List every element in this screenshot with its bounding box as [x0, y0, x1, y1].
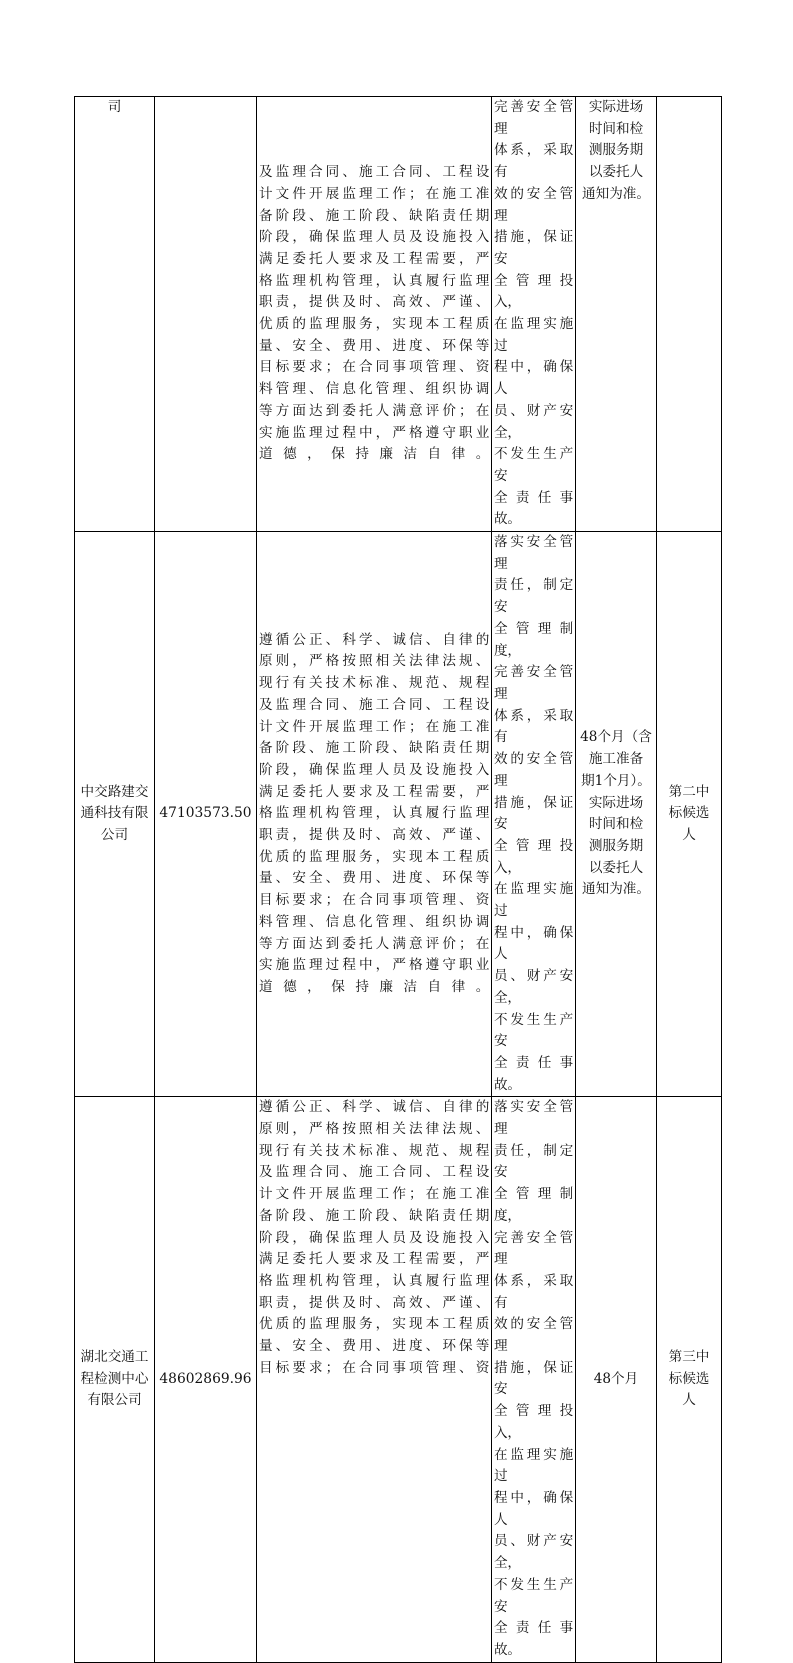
safety-target: [492, 1097, 576, 1662]
safety-target-line: 全管理投入，: [494, 1403, 573, 1441]
company-name: 司: [107, 99, 122, 115]
safety-target-line: 在监理实施过: [494, 1446, 573, 1485]
supervision-scope-line: 优质的监理服务，实现本工程质: [259, 848, 489, 865]
supervision-scope: [257, 532, 492, 1097]
safety-target-line: 效的安全管理: [494, 185, 573, 224]
company-name-cell: [75, 1097, 155, 1662]
candidate-rank: [657, 97, 722, 532]
supervision-scope-line: 及监理合同、施工合同、工程设: [259, 164, 489, 181]
supervision-scope-line: 备阶段、施工阶段、缺陷责任期: [259, 1207, 489, 1224]
safety-target-line: 效的安全管理: [494, 1316, 573, 1355]
service-period-line: 通知为准。: [582, 881, 650, 898]
safety-target-line: 全管理制度，: [494, 1186, 573, 1224]
candidate-rank-line: 标候选: [668, 1370, 710, 1387]
bid-result-table: [74, 96, 722, 1663]
safety-target-line: 全责任事故。: [494, 489, 573, 528]
safety-target-line: 在监理实施过: [494, 881, 573, 920]
supervision-scope-line: 实施监理过程中，严格遵守职业: [259, 957, 489, 974]
safety-target: [492, 97, 576, 532]
supervision-scope-line: 目标要求；在合同事项管理、资: [259, 1359, 489, 1376]
supervision-scope-line: 等方面达到委托人满意评价；在: [259, 402, 489, 419]
safety-target-line: 完善安全管理: [494, 664, 573, 702]
supervision-scope: [257, 97, 492, 532]
candidate-rank-line: 人: [682, 1392, 696, 1409]
supervision-scope-line: 计文件开展监理工作；在施工准: [259, 1186, 489, 1203]
safety-target-line: 程中，确保人: [494, 924, 573, 963]
service-period-line: 实际进场: [588, 794, 644, 811]
supervision-scope-line: 量、安全、费用、进度、环保等: [259, 870, 489, 887]
supervision-scope-line: 原则，严格按照相关法律法规、: [259, 1121, 489, 1138]
candidate-rank: [657, 532, 722, 1097]
table-row: [75, 1097, 722, 1662]
supervision-scope-line: 职责，提供及时、高效、严谨、: [259, 827, 489, 844]
service-period: [576, 532, 657, 1097]
supervision-scope-line: 量、安全、费用、进度、环保等: [259, 1338, 489, 1355]
supervision-scope-line: 料管理、信息化管理、组织协调: [259, 381, 489, 398]
bid-price-cell: [155, 1097, 257, 1662]
safety-target-line: 完善安全管理: [494, 1229, 573, 1268]
candidate-rank: [657, 1097, 722, 1662]
supervision-scope-line: 优质的监理服务，实现本工程质: [259, 316, 489, 333]
service-period-line: 以委托人: [588, 164, 644, 181]
safety-target-line: 不发生生产安: [494, 1576, 573, 1615]
supervision-scope-line: 阶段，确保监理人员及设施投入: [259, 229, 489, 246]
safety-target-line: 全管理制度，: [494, 620, 573, 659]
safety-target-line: 程中，确保人: [494, 1490, 573, 1528]
table-row: [75, 532, 722, 1097]
service-period-line: 时间和检: [588, 816, 644, 833]
table-body: [75, 97, 722, 1663]
bid-price: 48602869.96: [159, 1370, 252, 1387]
company-name: 湖北交通工程检测中心有限公司: [80, 1348, 149, 1409]
table-row: [75, 97, 722, 532]
safety-target-line: 员、财产安全，: [494, 968, 573, 1006]
safety-target-line: 全责任事故。: [494, 1054, 573, 1093]
candidate-rank-line: 第二中: [668, 783, 710, 800]
supervision-scope-line: 量、安全、费用、进度、环保等: [259, 337, 489, 354]
bid-price-cell: [155, 97, 257, 532]
supervision-scope-line: 现行有关技术标准、规范、规程: [259, 675, 489, 692]
supervision-scope-line: 原则，严格按照相关法律法规、: [259, 653, 489, 670]
service-period-line: 48个月（含: [580, 729, 652, 746]
company-name: 中交路建交通科技有限公司: [80, 783, 149, 844]
supervision-scope-line: 满足委托人要求及工程需要，严: [259, 1251, 489, 1268]
safety-target-line: 责任，制定安: [494, 577, 573, 616]
supervision-scope-line: 道德，保持廉洁自律。: [259, 446, 489, 463]
safety-target-line: 落实安全管理: [494, 1099, 573, 1138]
supervision-scope-line: 满足委托人要求及工程需要，严: [259, 250, 489, 267]
supervision-scope-line: 职责，提供及时、高效、严谨、: [259, 294, 489, 311]
safety-target-line: 措施，保证安: [494, 229, 573, 267]
supervision-scope-line: 职责，提供及时、高效、严谨、: [259, 1294, 489, 1311]
safety-target-line: 措施，保证安: [494, 1359, 573, 1398]
supervision-scope-line: 遵循公正、科学、诚信、自律的: [259, 631, 489, 648]
supervision-scope-line: 实施监理过程中，严格遵守职业: [259, 424, 489, 441]
safety-target-line: 效的安全管理: [494, 751, 573, 789]
safety-target-line: 程中，确保人: [494, 359, 573, 398]
safety-target-line: 不发生生产安: [494, 446, 573, 484]
candidate-rank-line: 人: [682, 827, 696, 844]
supervision-scope-line: 及监理合同、施工合同、工程设: [259, 696, 489, 713]
safety-target-line: 落实安全管理: [494, 534, 573, 572]
supervision-scope-line: 现行有关技术标准、规范、规程: [259, 1142, 489, 1159]
safety-target-line: 责任，制定安: [494, 1142, 573, 1181]
supervision-scope-line: 满足委托人要求及工程需要，严: [259, 783, 489, 800]
safety-target-line: 在监理实施过: [494, 316, 573, 354]
safety-target-line: 体系，采取有: [494, 142, 573, 181]
safety-target: [492, 532, 576, 1097]
safety-target-line: 不发生生产安: [494, 1011, 573, 1050]
supervision-scope-line: 阶段，确保监理人员及设施投入: [259, 761, 489, 778]
supervision-scope-line: 格监理机构管理，认真履行监理: [259, 805, 489, 822]
service-period: [576, 1097, 657, 1662]
supervision-scope-line: 计文件开展监理工作；在施工准: [259, 185, 489, 202]
supervision-scope-line: 阶段，确保监理人员及设施投入: [259, 1229, 489, 1246]
supervision-scope-line: 及监理合同、施工合同、工程设: [259, 1164, 489, 1181]
service-period-line: 测服务期: [588, 142, 644, 159]
safety-target-line: 措施，保证安: [494, 794, 573, 833]
service-period-line: 测服务期: [588, 837, 644, 854]
company-name-cell: [75, 532, 155, 1097]
service-period-line: 以委托人: [588, 859, 644, 876]
safety-target-line: 全管理投入，: [494, 272, 573, 311]
supervision-scope-line: 备阶段、施工阶段、缺陷责任期: [259, 740, 489, 757]
supervision-scope-line: 等方面达到委托人满意评价；在: [259, 935, 489, 952]
supervision-scope: [257, 1097, 492, 1662]
supervision-scope-line: 道德，保持廉洁自律。: [259, 978, 489, 995]
supervision-scope-line: 格监理机构管理，认真履行监理: [259, 272, 489, 289]
safety-target-line: 体系，采取有: [494, 1272, 573, 1311]
company-name-cell: [75, 97, 155, 532]
bid-price: 47103573.50: [159, 805, 252, 822]
safety-target-line: 全责任事故。: [494, 1620, 573, 1658]
supervision-scope-line: 遵循公正、科学、诚信、自律的: [259, 1099, 489, 1116]
safety-target-line: 体系，采取有: [494, 707, 573, 746]
safety-target-line: 完善安全管理: [494, 99, 573, 137]
supervision-scope-line: 计文件开展监理工作；在施工准: [259, 718, 489, 735]
supervision-scope-line: 优质的监理服务，实现本工程质: [259, 1316, 489, 1333]
service-period-line: 期1个月）。: [581, 772, 651, 789]
service-period-line: 实际进场: [588, 99, 644, 115]
supervision-scope-line: 备阶段、施工阶段、缺陷责任期: [259, 207, 489, 224]
service-period-line: 48个月: [593, 1370, 639, 1387]
supervision-scope-line: 格监理机构管理，认真履行监理: [259, 1272, 489, 1289]
service-period-line: 时间和检: [588, 120, 644, 137]
safety-target-line: 全管理投入，: [494, 837, 573, 876]
supervision-scope-line: 目标要求；在合同事项管理、资: [259, 892, 489, 909]
supervision-scope-line: 料管理、信息化管理、组织协调: [259, 913, 489, 930]
service-period: [576, 97, 657, 532]
candidate-rank-line: 标候选: [668, 805, 710, 822]
candidate-rank-line: 第三中: [668, 1348, 710, 1365]
service-period-line: 通知为准。: [582, 185, 650, 202]
supervision-scope-line: 目标要求；在合同事项管理、资: [259, 359, 489, 376]
bid-price-cell: [155, 532, 257, 1097]
safety-target-line: 员、财产安全，: [494, 402, 573, 441]
safety-target-line: 员、财产安全，: [494, 1533, 573, 1572]
service-period-line: 施工准备: [588, 751, 644, 768]
